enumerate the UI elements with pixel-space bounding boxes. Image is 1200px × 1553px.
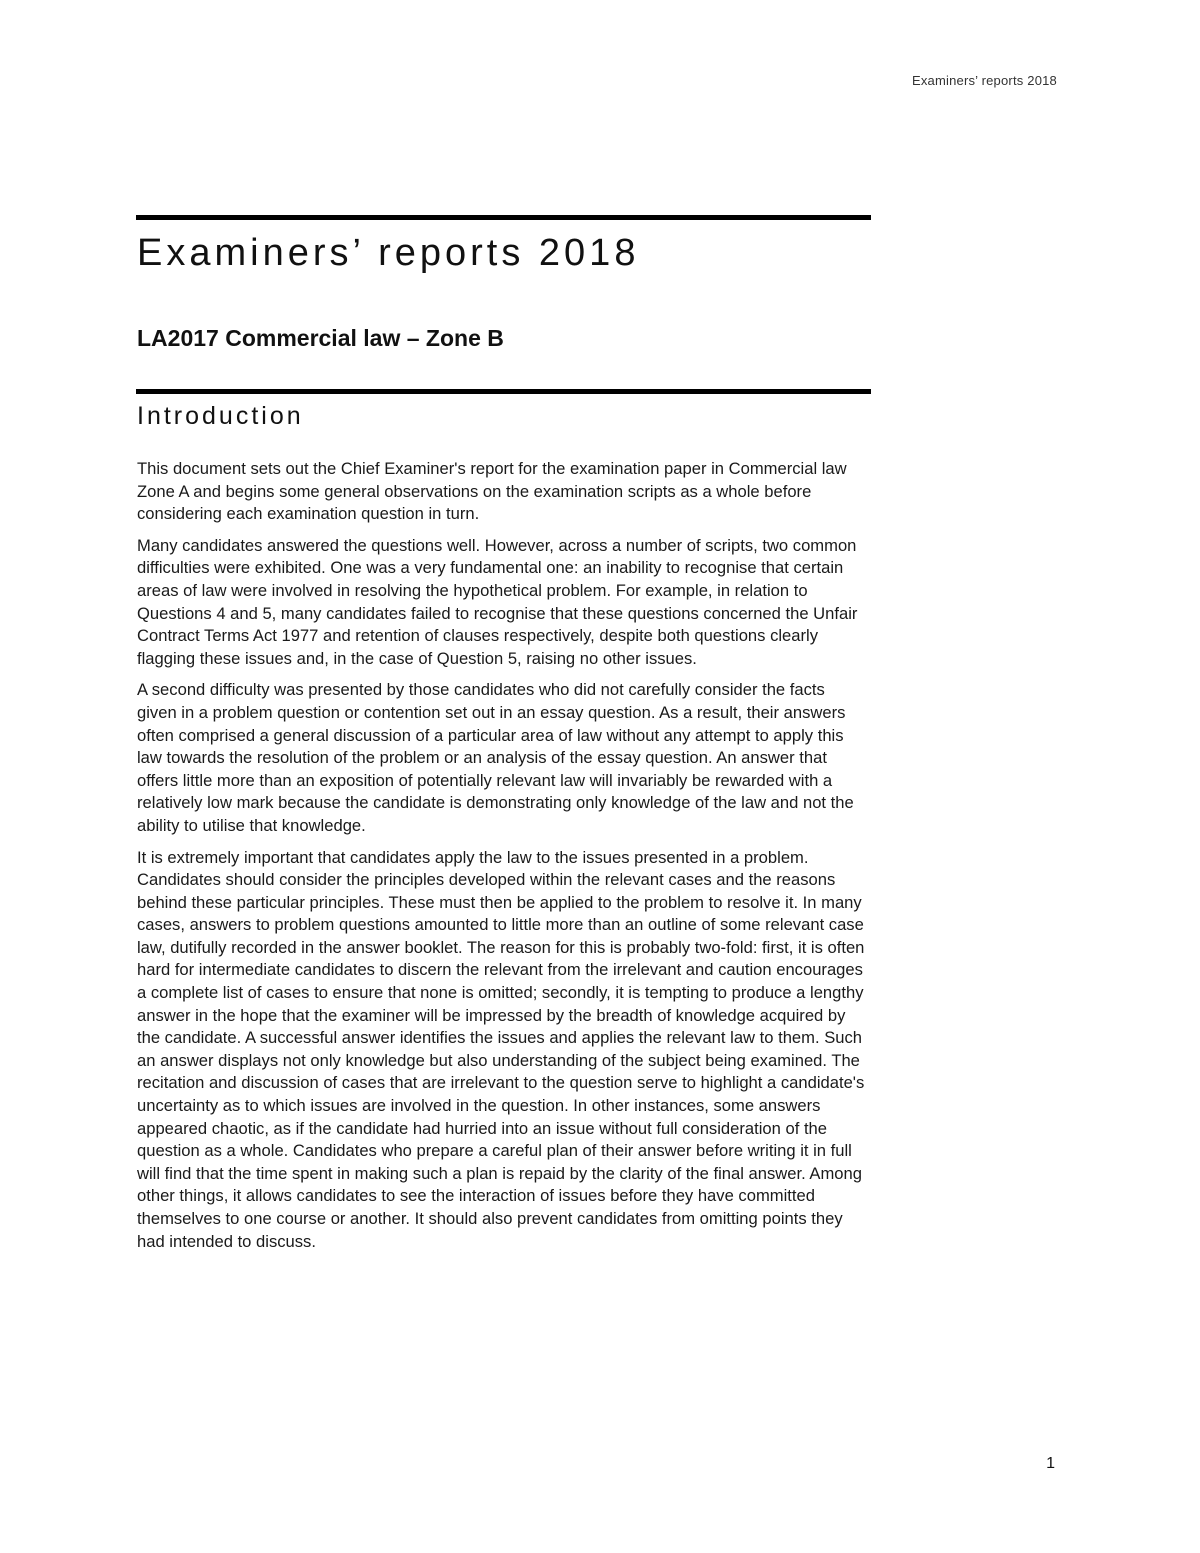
section-heading-introduction: Introduction xyxy=(137,402,304,430)
paragraph-2: Many candidates answered the questions well. However, across a number of scripts, two common difficulties were exhibited. One was a very fundamental one: an inability to recognise that certain areas of law were involved in resolving the hypothetical problem. For example, in relation to Questions 4 and 5, many candidates failed to recognise that these questions concerned the Unfair Contract Terms Act 1977 and retention of clauses respectively, despite both questions clearly flagging these issues and, in the case of Question 5, raising no other issues. xyxy=(137,535,858,668)
course-title: LA2017 Commercial law – Zone B xyxy=(137,325,504,351)
paragraph-4: It is extremely important that candidates apply the law to the issues presented in a problem. Candidates should consider the principles developed within the relevant cases and the reasons behind these particular principles. These must then be applied to the problem to resolve it. In many cases, answers to problem questions amounted to little more than an outline of some relevant case law, dutifully recorded in the answer booklet. The reason for this is probably two-fold: first, it is often hard for intermediate candidates to discern the relevant from the irrelevant and caution encourages a complete list of cases to ensure that none is omitted; secondly, it is tempting to produce a lengthy answer in the hope that the examiner will be impressed by the breadth of knowledge acquired by the candidate. A successful answer identifies the issues and applies the relevant law to them. Such an answer displays not only knowledge but also understanding of the subject being examined. The recitation and discussion of cases that are irrelevant to the question serve to highlight a candidate's uncertainty as to which issues are involved in the question. In other instances, some answers appeared chaotic, as if the candidate had hurried into an issue without full consideration of the question as a whole. Candidates who prepare a careful plan of their answer before writing it in full will find that the time spent in making such a plan is repaid by the clarity of the final answer. Among other things, it allows candidates to see the interaction of issues before they have committed themselves to one course or another. It should also prevent candidates from omitting points they had intended to discuss. xyxy=(137,847,865,1251)
title-bottom-rule xyxy=(136,389,871,394)
introduction-body xyxy=(137,458,869,1262)
running-header: Examiners’ reports 2018 xyxy=(911,73,1057,88)
report-title: Examiners’ reports 2018 xyxy=(137,232,640,274)
paragraph-1: This document sets out the Chief Examiner's report for the examination paper in Commercial law Zone A and begins some general observations on the examination scripts as a whole before considering each examination question in turn. xyxy=(137,459,847,524)
page-number: 1 xyxy=(1046,1455,1055,1472)
title-top-rule xyxy=(136,215,871,220)
paragraph-3: A second difficulty was presented by those candidates who did not carefully consider the facts given in a problem question or contention set out in an essay question. As a result, their answers often comprised a general discussion of a particular area of law without any attempt to apply this law towards the resolution of the problem or an analysis of the essay question. An answer that offers little more than an exposition of potentially relevant law will invariably be rewarded with a relatively low mark because the candidate is demonstrating only knowledge of the law and not the ability to utilise that knowledge. xyxy=(137,680,854,835)
